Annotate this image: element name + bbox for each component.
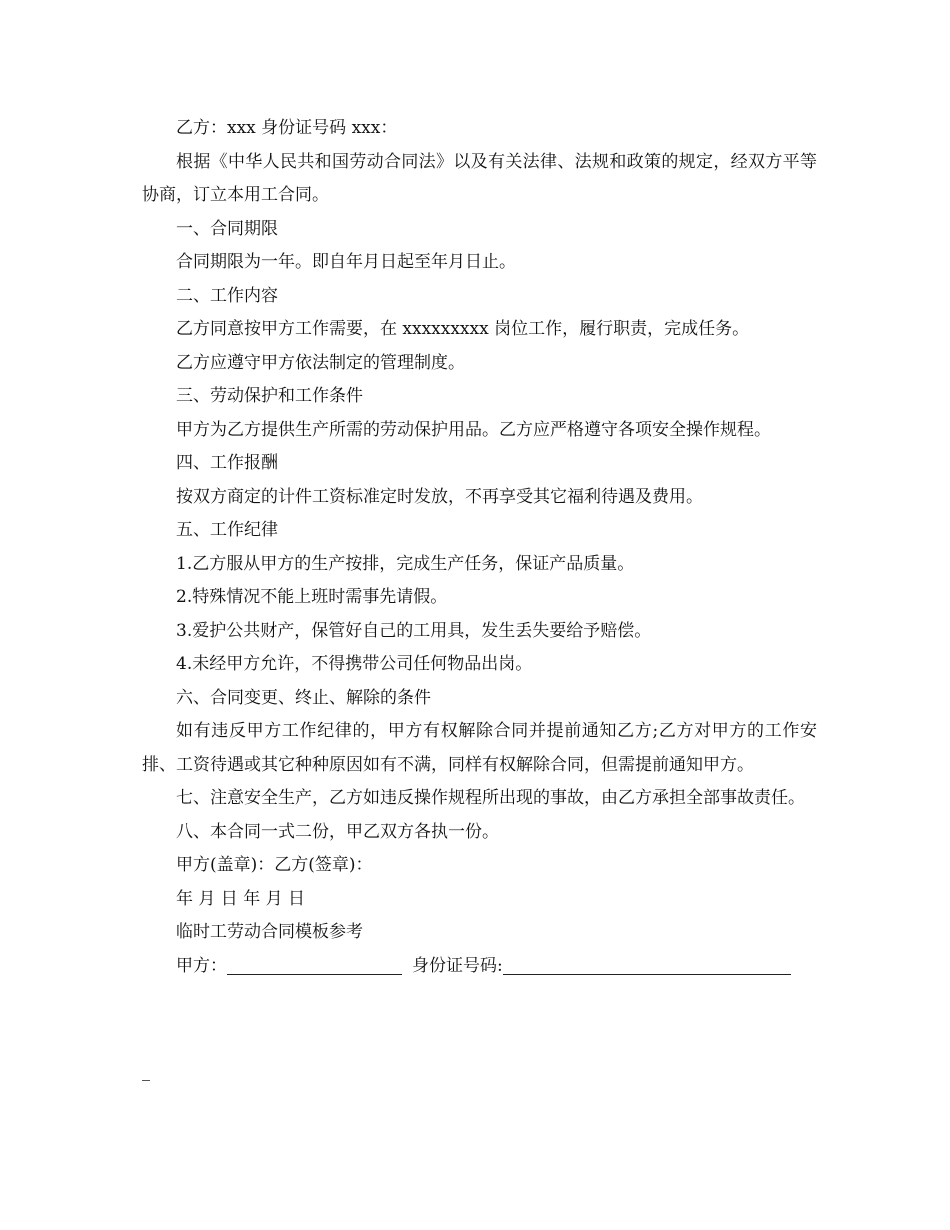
section-heading-protection: 三、劳动保护和工作条件 <box>176 386 363 406</box>
term-paragraph: 合同期限为一年。即自年月日起至年月日止。 <box>176 252 516 272</box>
pay-paragraph: 按双方商定的计件工资标准定时发放，不再享受其它福利待遇及费用。 <box>176 486 703 507</box>
work-content-paragraph: 乙方同意按甲方工作需要，在 xxxxxxxxx 岗位工作，履行职责，完成任务。 <box>176 319 750 339</box>
document-body <box>142 112 817 983</box>
section-heading-termination: 六、合同变更、终止、解除的条件 <box>176 687 431 708</box>
preamble-paragraph: 根据《中华人民共和国劳动合同法》以及有关法律、法规和政策的规定，经双方平等协商，订立本用工合同。 <box>142 151 817 205</box>
termination-paragraph: 如有违反甲方工作纪律的，甲方有权解除合同并提前通知乙方;乙方对甲方的工作安排、工资待遇或其它种种原因如有不满，同样有权解除合同，但需提前通知甲方。 <box>142 721 817 775</box>
section-heading-pay: 四、工作报酬 <box>176 453 278 473</box>
trailing-underline <box>142 1080 150 1081</box>
safety-paragraph: 七、注意安全生产，乙方如违反操作规程所出现的事故，由乙方承担全部事故责任。 <box>176 788 805 808</box>
id-number-label: 身份证号码: <box>412 955 503 976</box>
template-title: 临时工劳动合同模板参考 <box>176 922 363 942</box>
id-number-blank <box>503 954 791 975</box>
discipline-item-3: 3.爱护公共财产，保管好自己的工用具，发生丢失要给予赔偿。 <box>176 620 652 641</box>
section-heading-term: 一、合同期限 <box>176 218 278 239</box>
rules-paragraph: 乙方应遵守甲方依法制定的管理制度。 <box>176 352 465 373</box>
party-a-label: 甲方： <box>176 955 227 976</box>
copies-paragraph: 八、本合同一式二份，甲乙双方各执一份。 <box>176 821 499 842</box>
date-line: 年 月 日 年 月 日 <box>176 888 306 909</box>
protection-paragraph: 甲方为乙方提供生产所需的劳动保护用品。乙方应严格遵守各项安全操作规程。 <box>176 419 771 440</box>
party-a-fill-line <box>142 950 817 984</box>
discipline-item-4: 4.未经甲方允许，不得携带公司任何物品出岗。 <box>176 654 533 674</box>
discipline-item-1: 1.乙方服从甲方的生产按排，完成生产任务，保证产品质量。 <box>176 553 635 574</box>
signature-line: 甲方(盖章)：乙方(签章)： <box>176 855 373 875</box>
discipline-item-2: 2.特殊情况不能上班时需事先请假。 <box>176 587 448 607</box>
party-b-line: 乙方：xxx 身份证号码 xxx： <box>176 118 398 138</box>
party-a-blank <box>227 954 402 975</box>
section-heading-work-content: 二、工作内容 <box>176 285 278 306</box>
section-heading-discipline: 五、工作纪律 <box>176 520 278 540</box>
